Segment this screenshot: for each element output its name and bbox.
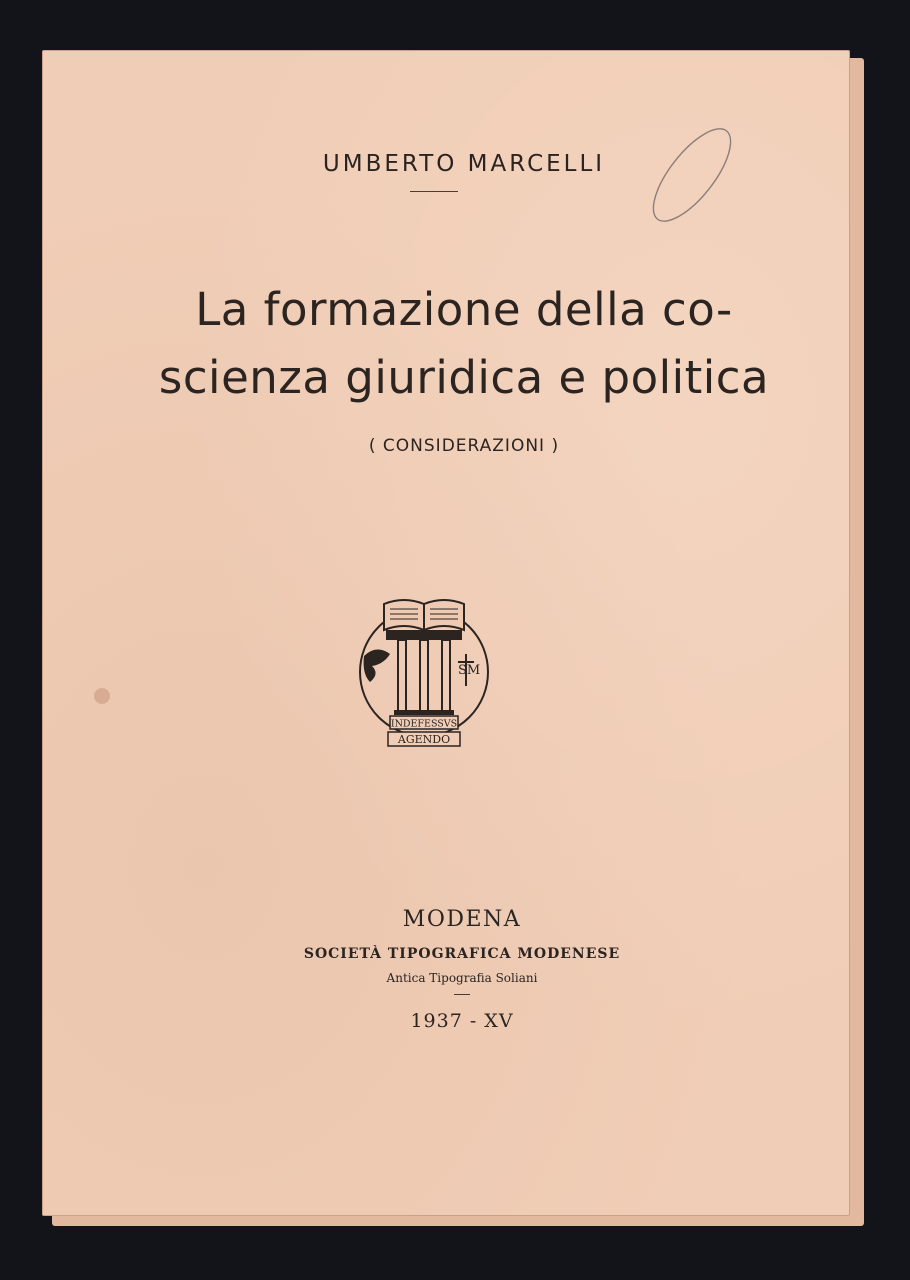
imprint-year: 1937 - XV <box>410 1010 514 1032</box>
paper-stain <box>94 688 110 704</box>
winged-figure-icon <box>364 649 390 682</box>
motto-line-2: AGENDO <box>397 733 451 746</box>
motto-line-1: INDEFESSVS <box>390 718 458 730</box>
imprint-city: MODENA <box>402 907 522 932</box>
book-cover <box>42 50 850 1216</box>
imprint-publisher: SOCIETÀ TIPOGRAFICA MODENESE <box>303 946 621 962</box>
open-book-icon <box>384 600 464 630</box>
monogram: SM <box>458 663 481 678</box>
author-name: UMBERTO MARCELLI <box>322 151 606 177</box>
title-line-1: La formazione della co- <box>195 283 733 336</box>
printer-emblem <box>354 582 494 750</box>
book-subtitle: ( CONSIDERAZIONI ) <box>368 436 560 456</box>
imprint-printer: Antica Tipografia Soliani <box>386 971 538 985</box>
book-title <box>42 276 886 412</box>
imprint-divider <box>454 994 470 995</box>
pencil-mark <box>638 120 748 240</box>
columns-icon <box>394 640 454 715</box>
title-line-2: scienza giuridica e politica <box>158 351 770 404</box>
author-divider <box>410 191 458 192</box>
